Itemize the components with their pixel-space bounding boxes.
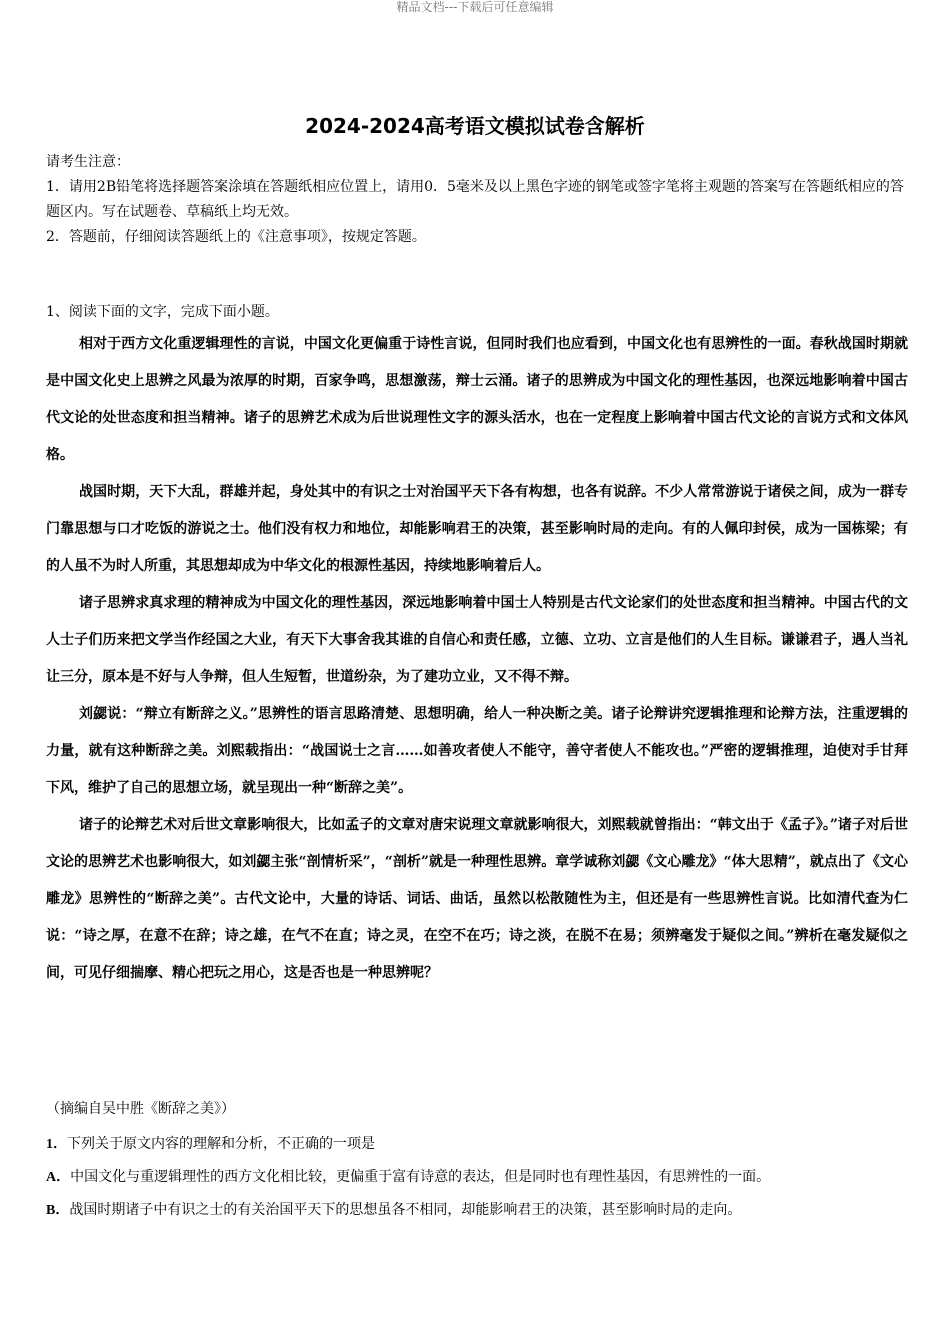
notice-item: 2．答题前，仔细阅读答题纸上的《注意事项》，按规定答题。 — [46, 229, 426, 245]
passage-paragraph: 诸子思辨求真求理的精神成为中国文化的理性基因，深远地影响着中国士人特别是古代文论家们的处世态度和担当精神。中国古代的文人士子们历来把文学当作经国之大业，有天下大事舍我其谁的自信心和责任感，立德、立功、立言是他们的人生目标。谦谦君子，遇人当礼让三分，原本是不好与人争辩，但人生短暂，世道纷杂，为了建功立业，又不得不辩。 — [46, 595, 908, 685]
option-b — [46, 1194, 916, 1227]
option-label: A． — [46, 1170, 71, 1185]
option-a — [46, 1161, 916, 1194]
page-header: 精品文档---下载后可任意编辑 — [396, 0, 554, 14]
question-1 — [46, 1128, 916, 1227]
passage-paragraph: 刘勰说：“辩立有断辞之义。”思辨性的语言思路清楚、思想明确，给人一种决断之美。诸子论辩讲究逻辑推理和论辩方法，注重逻辑的力量，就有这种断辞之美。刘熙载指出：“战国说士之言……如善攻者使人不能守，善守者使人不能攻也。”严密的逻辑推理，迫使对手甘拜下风，维护了自己的思想立场，就呈现出一种“断辞之美”。 — [46, 706, 908, 796]
exam-notice — [46, 150, 906, 250]
passage-paragraph: 战国时期，天下大乱，群雄并起，身处其中的有识之士对治国平天下各有构想，也各有说辞。不少人常常游说于诸侯之间，成为一群专门靠思想与口才吃饭的游说之士。他们没有权力和地位，却能影响君王的决策，甚至影响时局的走向。有的人佩印封侯，成为一国栋梁；有的人虽不为时人所重，其思想却成为中华文化的根源性基因，持续地影响着后人。 — [46, 484, 908, 574]
section-intro: 1、阅读下面的文字，完成下面小题。 — [46, 304, 279, 320]
option-text: 中国文化与重逻辑理性的西方文化相比较，更偏重于富有诗意的表达，但是同时也有理性基因，有思辨性的一面。 — [70, 1169, 771, 1185]
option-text: 战国时期诸子中有识之士的有关治国平天下的思想虽各不相同，却能影响君王的决策，甚至影响时局的走向。 — [69, 1202, 742, 1218]
option-label: B． — [46, 1203, 70, 1218]
notice-heading: 请考生注意： — [46, 154, 130, 170]
question-stem — [46, 1128, 916, 1161]
passage-paragraph: 相对于西方文化重逻辑理性的言说，中国文化更偏重于诗性言说，但同时我们也应看到，中国文化也有思辨性的一面。春秋战国时期就是中国文化史上思辨之风最为浓厚的时期，百家争鸣，思想激荡，辩士云涌。诸子的思辨成为中国文化的理性基因，也深远地影响着中国古代文论的处世态度和担当精神。诸子的思辨艺术成为后世说理性文字的源头活水，也在一定程度上影响着中国古代文论的言说方式和文体风格。 — [46, 336, 908, 463]
notice-item: 1．请用2B铅笔将选择题答案涂填在答题纸相应位置上，请用0．5毫米及以上黑色字迹的钢笔或签字笔将主观题的答案写在答题纸相应的答题区内。写在试题卷、草稿纸上均无效。 — [46, 179, 904, 220]
question-text: 下列关于原文内容的理解和分析，不正确的一项是 — [67, 1136, 375, 1152]
document-title: 2024-2024高考语文模拟试卷含解析 — [305, 114, 645, 138]
question-number: 1． — [46, 1137, 67, 1152]
reading-passage — [46, 326, 908, 992]
passage-paragraph: 诸子的论辩艺术对后世文章影响很大，比如孟子的文章对唐宋说理文章就影响很大，刘熙载就曾指出：“韩文出于《孟子》。”诸子对后世文论的思辨艺术也影响很大，如刘勰主张“剖情析采”，“剖析”就是一种理性思辨。章学诚称刘勰《文心雕龙》“体大思精”，就点出了《文心雕龙》思辨性的“断辞之美”。古代文论中，大量的诗话、词话、曲话，虽然以松散随性为主，但还是有一些思辨性言说。比如清代查为仁说：“诗之厚，在意不在辞；诗之雄，在气不在直；诗之灵，在空不在巧；诗之淡，在脱不在易；须辨毫发于疑似之间。”辨析在毫发疑似之间，可见仔细揣摩、精心把玩之用心，这是否也是一种思辨呢？ — [46, 817, 908, 981]
passage-source: （摘编自吴中胜《断辞之美》） — [46, 1101, 235, 1117]
